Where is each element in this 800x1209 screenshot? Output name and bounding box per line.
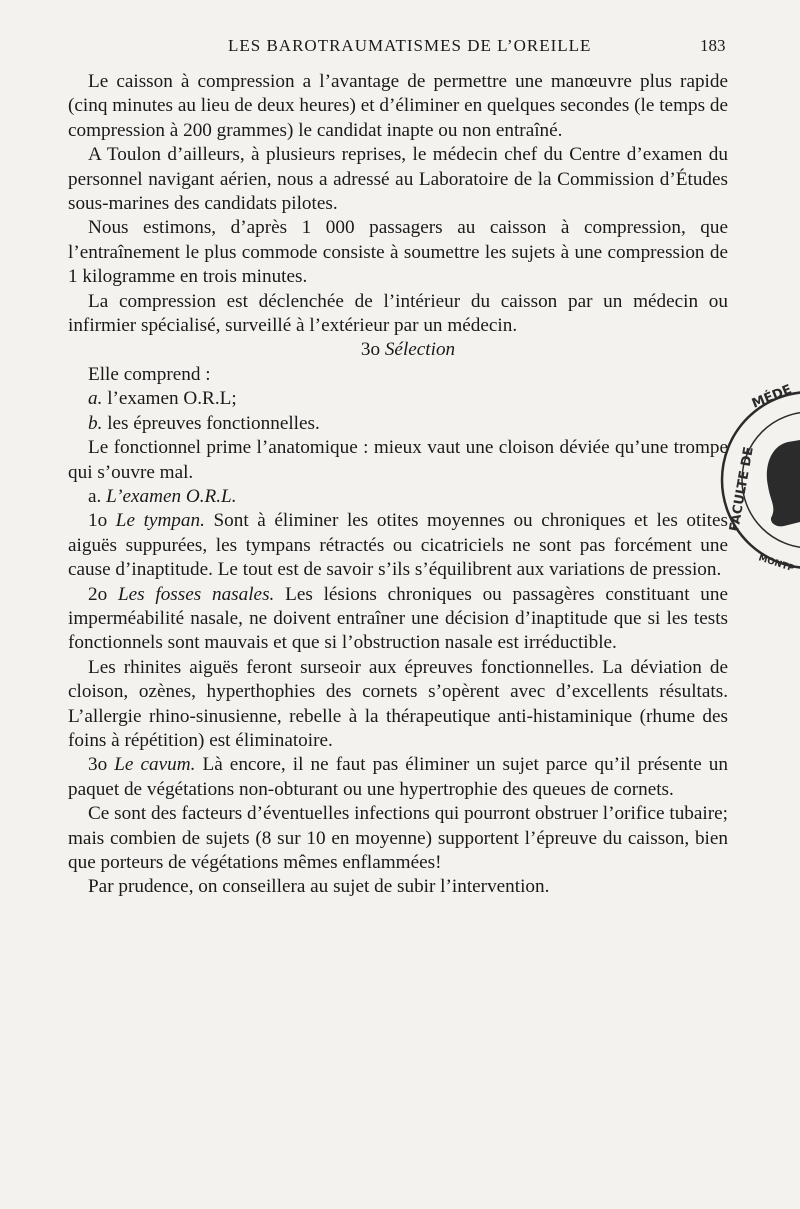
- section-heading: [68, 338, 728, 362]
- running-title: LES BAROTRAUMATISMES DE L’OREILLE: [228, 36, 592, 55]
- list-text: l’examen O.R.L;: [107, 388, 237, 410]
- numbered-item: [68, 583, 728, 656]
- item-number: 3o: [88, 754, 108, 776]
- library-stamp: [718, 382, 800, 578]
- list-text: les épreuves fonctionnelles.: [107, 412, 320, 434]
- item-text: Les lésions chroniques ou passagères constituant une imperméabilité nasale, ne doivent entraîner une décision d’inaptitude que si les tests fonctionnels sont mauvais et que si l’obstruction nasale est irréductible.: [68, 583, 729, 654]
- paragraph: Ce sont des facteurs d’éventuelles infections qui pourront obstruer l’orifice tubaire; mais combien de sujets (8 sur 10 en moyenne) supportent l’épreuve du caisson, bien que porteurs de végétations mêmes enflammées!: [68, 803, 728, 873]
- section-title: Sélection: [384, 339, 456, 361]
- paragraph: Par prudence, on conseillera au sujet de subir l’intervention.: [88, 876, 550, 898]
- stamp-text-left: FACULTE DE: [727, 445, 757, 533]
- list-intro: Elle comprend :: [88, 363, 211, 385]
- item-number: 2o: [88, 583, 108, 605]
- subsection-title: L’examen O.R.L.: [106, 485, 237, 507]
- list-item: [68, 387, 728, 411]
- section-number: 3o: [360, 339, 381, 361]
- numbered-item: [68, 509, 728, 582]
- page-number: 183: [700, 36, 726, 55]
- item-name: Le cavum.: [114, 754, 196, 776]
- item-number: 1o: [88, 510, 108, 532]
- stamp-graphic: [718, 382, 800, 578]
- item-text: Sont à éliminer les otites moyennes ou chroniques et les otites aiguës suppurées, les tympans rétractés ou cicatriciels ne sont pas forcément une cause d’inaptitude. Le tout est de savoir s’ils s’équilibrent aux variations de pression.: [68, 510, 728, 581]
- paragraph: La compression est déclenchée de l’intérieur du caisson par un médecin ou infirmier spécialisé, surveillé à l’extérieur par un médecin.: [68, 290, 728, 337]
- item-text: Là encore, il ne faut pas éliminer un sujet parce qu’il présente un paquet de végétations non-obturant ou une hypertrophie des queues de cornets.: [68, 754, 728, 800]
- numbered-item: [68, 753, 728, 802]
- paragraph: Les rhinites aiguës feront surseoir aux épreuves fonctionnelles. La déviation de cloison, ozènes, hyperthophies des cornets s’opèrent avec d’excellents résultats. L’allergie rhino-sinusienne, rebelle à la thérapeutique anti-histaminique (rhume des foins à répétition) est éliminatoire.: [68, 656, 728, 751]
- stamp-text-top: MÉDE: [749, 382, 794, 412]
- body-text: [68, 70, 728, 900]
- list-item: [68, 412, 728, 436]
- principle-paragraph: Le fonctionnel prime l’anatomique : mieux vaut une cloison déviée qu’une trompe qui s’ouvre mal.: [68, 437, 728, 483]
- subsection-letter: a.: [88, 485, 102, 507]
- subsection-heading: [68, 485, 728, 509]
- stamp-text-bottom: MONTP: [757, 553, 796, 575]
- list-letter: a.: [88, 388, 103, 410]
- list-letter: b.: [88, 412, 103, 434]
- page-header: [0, 36, 800, 60]
- paragraph: Nous estimons, d’après 1 000 passagers au caisson à compression, que l’entraînement le plus commode consiste à soumettre les sujets à une compression de 1 kilogramme en trois minutes.: [68, 217, 728, 288]
- paragraph: Le caisson à compression a l’avantage de permettre une manœuvre plus rapide (cinq minutes au lieu de deux heures) et d’éliminer en quelques secondes (le temps de compression à 200 grammes) le candidat inapte ou non entraîné.: [68, 71, 728, 141]
- item-name: Les fosses nasales.: [117, 583, 275, 605]
- item-name: Le tympan.: [115, 510, 205, 532]
- paragraph: A Toulon d’ailleurs, à plusieurs reprises, le médecin chef du Centre d’examen du personnel navigant aérien, nous a adressé au Laboratoire de la Commission d’Études sous-marines des candidats pilotes.: [68, 144, 728, 215]
